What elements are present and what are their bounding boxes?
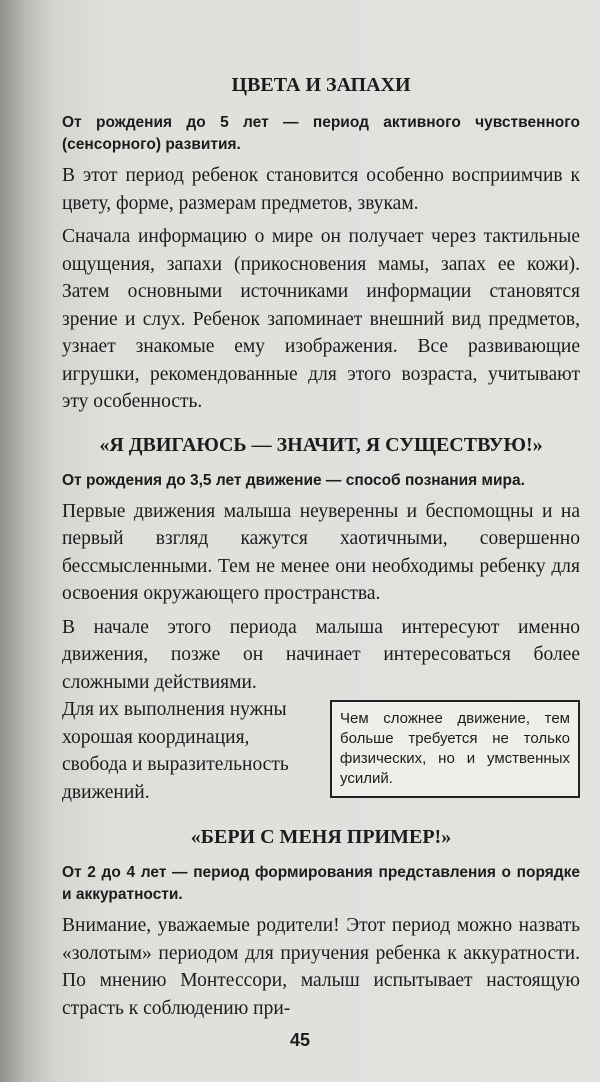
float-wrap xyxy=(62,696,580,808)
note-box: Чем сложнее движение, тем больше требуется не только физических, но и умственных усилий. xyxy=(330,700,580,798)
paragraph: Сначала информацию о мире он получает через тактильные ощущения, запахи (прикосновения мамы, запах ее кожи). Затем основными источниками информации становятся зрение и слух. Ребенок запоминает внешний вид предметов, узнает знакомые ему изображения. Все развивающие игрушки, рекомендованные для этого возраста, учитывают эту особенность. xyxy=(62,226,580,412)
paragraph: В начале этого периода малыша интересуют именно движения, позже он начинает интересоваться более сложными действиями. xyxy=(62,616,580,693)
section-subtitle-sensory: От рождения до 5 лет — период активного чувственного (сенсорного) развития. xyxy=(62,114,580,153)
section-title-movement: «Я ДВИГАЮСЬ — ЗНАЧИТ, Я СУЩЕСТВУЮ!» xyxy=(99,433,543,456)
section-subtitle-order: От 2 до 4 лет — период формирования представления о порядке и аккуратности. xyxy=(62,864,580,903)
section-title-colors-smells: ЦВЕТА И ЗАПАХИ xyxy=(231,74,411,96)
paragraph: Внимание, уважаемые родители! Этот период можно назвать «золотым» периодом для приучения ребенка к аккуратности. По мнению Монтессори, малыш испытывает настоящую страсть к соблюдению при- xyxy=(62,915,580,1019)
section-title-example: «БЕРИ С МЕНЯ ПРИМЕР!» xyxy=(190,826,452,848)
paragraph: Первые движения малыша неуверенны и беспомощны и на первый взгляд кажутся хаотичными, совершенно бессмысленными. Тем не менее они необходимы ребенку для освоения окружающего пространства. xyxy=(62,500,580,604)
paragraph-narrow: Для их выполнения нужны хорошая координация, свобода и выразительность движений. xyxy=(62,699,289,803)
page-content xyxy=(62,72,580,1022)
page-number: 45 xyxy=(289,1030,311,1050)
section-subtitle-movement: От рождения до 3,5 лет движение — способ познания мира. xyxy=(62,471,525,489)
paragraph: В этот период ребенок становится особенно восприимчив к цвету, форме, размерам предметов, звукам. xyxy=(62,165,580,214)
